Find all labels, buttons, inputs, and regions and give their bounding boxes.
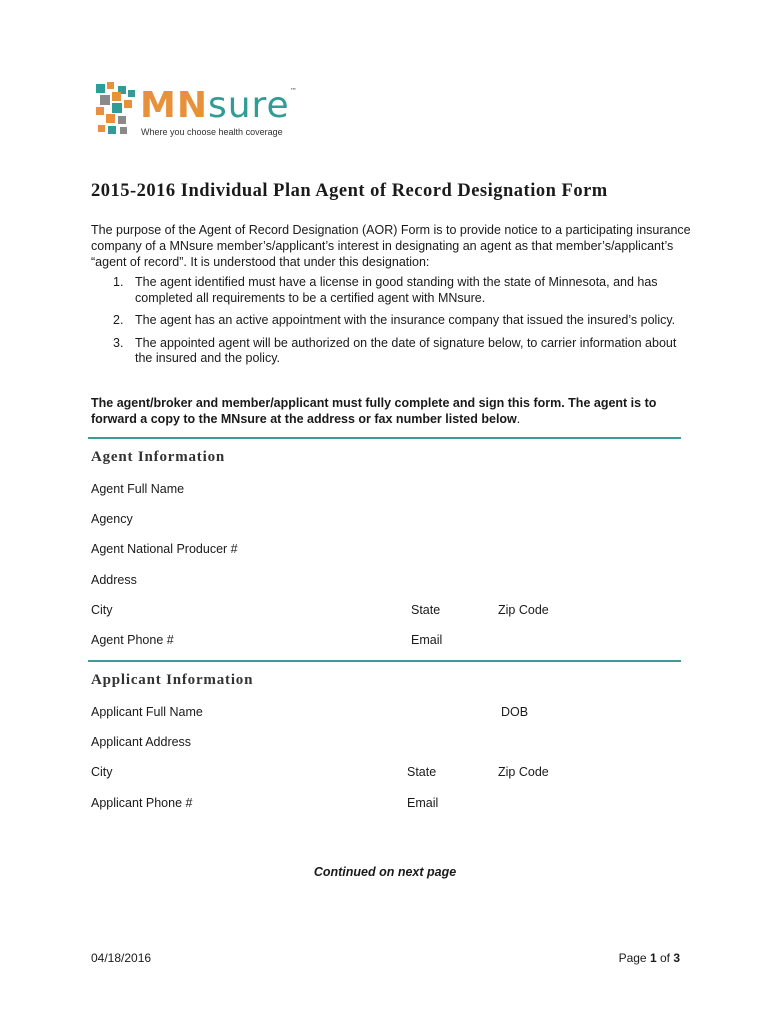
applicant-full-name-label: Applicant Full Name (91, 705, 203, 719)
mnsure-logo (94, 80, 304, 140)
agent-phone-label: Agent Phone # (91, 633, 174, 647)
applicant-dob-label: DOB (501, 705, 529, 719)
agent-city-label: City (91, 603, 113, 617)
applicant-phone-label: Applicant Phone # (91, 796, 193, 810)
applicant-state-label: State (407, 765, 437, 779)
applicant-city-label: City (91, 765, 113, 779)
applicant-section-title: Applicant Information (91, 672, 254, 688)
instruction-bold: The agent/broker and member/applicant must fully complete and sign this form. The agent is to forward a copy to the MNsure at the address or fax number listed below (91, 396, 657, 426)
applicant-email-label: Email (407, 796, 439, 810)
agent-producer-label: Agent National Producer # (91, 542, 238, 556)
applicant-section-divider (88, 660, 681, 662)
agent-email-label: Email (411, 633, 443, 647)
logo-tagline: Where you choose health coverage (141, 127, 283, 137)
trademark-mark: ™ (289, 87, 298, 95)
requirement-number: 1. (113, 275, 124, 289)
requirement-item (113, 275, 683, 306)
page-of: of (656, 951, 674, 965)
agent-section-title: Agent Information (91, 449, 226, 465)
requirement-text: The agent identified must have a license in good standing with the state of Minnesota, and has completed all requirements to be a certified agent with MNsure. (135, 275, 658, 305)
requirement-item (113, 313, 683, 329)
mnsure-wordmark: MNsure™ (140, 85, 298, 126)
mnsure-logo-mark-icon (94, 80, 140, 138)
agency-label: Agency (91, 512, 133, 526)
requirements-list (113, 275, 683, 374)
requirement-text: The appointed agent will be authorized on the date of signature below, to carrier information about the insured and the policy. (135, 335, 677, 365)
continued-notice: Continued on next page (313, 865, 457, 879)
requirement-text: The agent has an active appointment with the insurance company that issued the insured’s policy. (135, 313, 676, 327)
agent-state-label: State (411, 603, 441, 617)
instruction-tail: . (516, 412, 521, 426)
requirement-number: 2. (113, 313, 124, 327)
applicant-zip-label: Zip Code (498, 765, 549, 779)
form-title: 2015-2016 Individual Plan Agent of Record Designation Form (91, 181, 608, 201)
applicant-address-label: Applicant Address (91, 735, 192, 749)
footer-page-number (619, 951, 680, 965)
intro-paragraph: The purpose of the Agent of Record Designation (AOR) Form is to provide notice to a participating insurance company of a MNsure member’s/applicant’s interest in designating an agent as that member’s/applicant’s “agent of record”. It is understood that under this designation: (91, 223, 691, 269)
footer-date: 04/18/2016 (91, 951, 152, 965)
page-prefix: Page (618, 951, 650, 965)
agent-full-name-label: Agent Full Name (91, 482, 185, 496)
instruction-paragraph (91, 395, 691, 427)
page-current: 1 (649, 951, 657, 965)
requirement-item (113, 336, 683, 367)
agent-zip-label: Zip Code (498, 603, 549, 617)
agent-address-label: Address (91, 573, 137, 587)
page-total: 3 (673, 951, 680, 965)
agent-section-divider (88, 437, 681, 439)
requirement-number: 3. (113, 335, 124, 350)
